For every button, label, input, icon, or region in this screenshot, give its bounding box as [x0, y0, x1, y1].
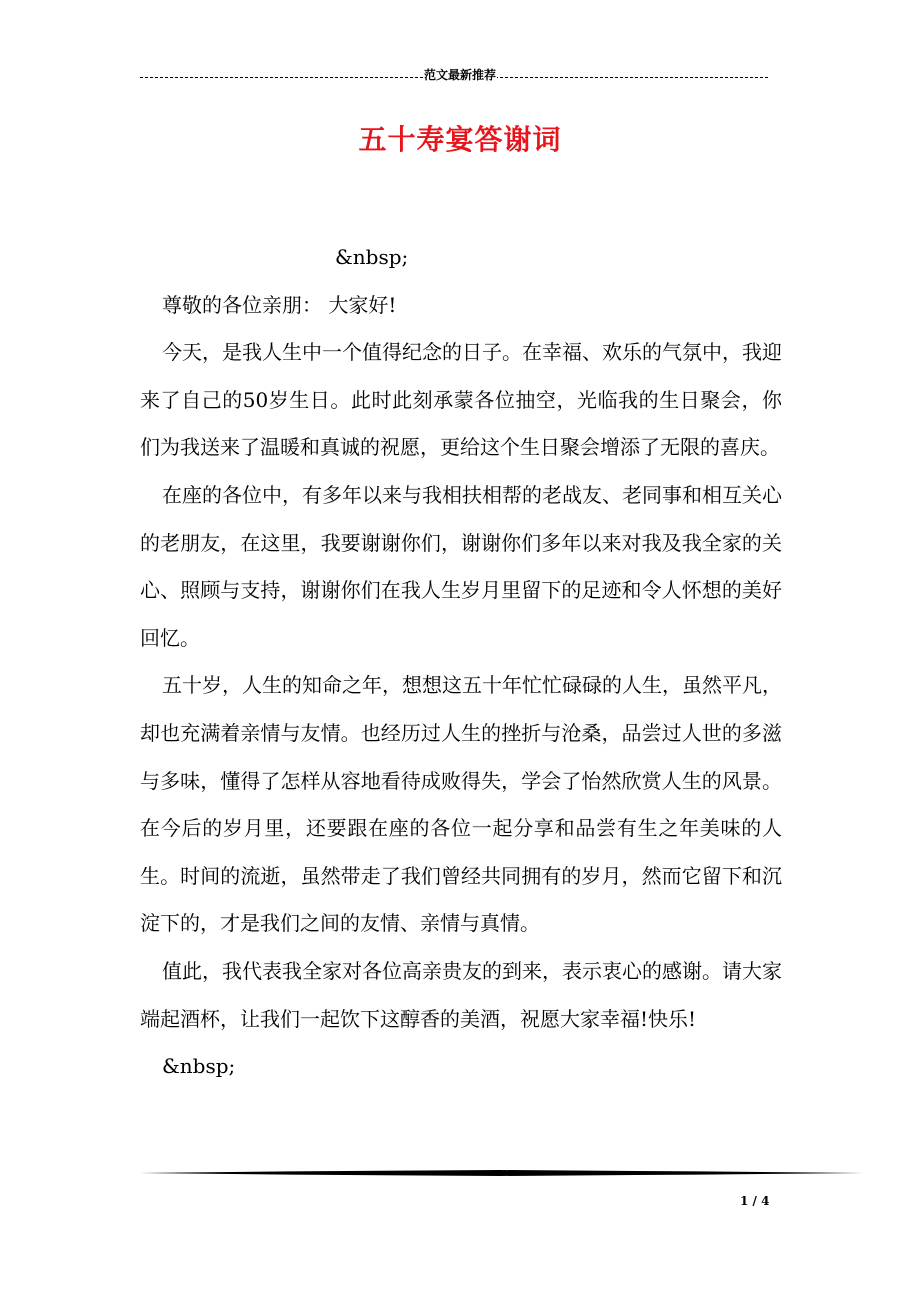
- document-body: [140, 234, 782, 1091]
- header-label: 范文最新推荐: [423, 68, 497, 82]
- page-number: 1 / 4: [740, 1194, 770, 1208]
- paragraph-nbsp-bottom: &nbsp;: [162, 1054, 236, 1079]
- footer-rule: [140, 1170, 863, 1176]
- paragraph-greeting: 尊敬的各位亲朋： 大家好!: [162, 292, 397, 317]
- paragraph-3: 五十岁，人生的知命之年，想想这五十年忙忙碌碌的人生，虽然平凡，却也充满着亲情与友情。也经历过人生的挫折与沧桑，品尝过人世的多滋与多味，懂得了怎样从容地看待成败得失，学会了怡然欣赏人生的风景。在今后的岁月里，还要跟在座的各位一起分享和品尝有生之年美味的人生。时间的流逝，虽然带走了我们曾经共同拥有的岁月，然而它留下和沉淀下的，才是我们之间的友情、亲情与真情。: [140, 673, 782, 936]
- paragraph-4: 值此，我代表我全家对各位高亲贵友的到来，表示衷心的感谢。请大家端起酒杯，让我们一起饮下这醇香的美酒，祝愿大家幸福!快乐!: [140, 958, 782, 1031]
- paragraph-2: 在座的各位中，有多年以来与我相扶相帮的老战友、老同事和相互关心的老朋友，在这里，我要谢谢你们，谢谢你们多年以来对我及我全家的关心、照顾与支持，谢谢你们在我人生岁月里留下的足迹和令人怀想的美好回忆。: [140, 482, 782, 650]
- paragraph-1: 今天，是我人生中一个值得纪念的日子。在幸福、欢乐的气氛中，我迎来了自己的50岁生日。此时此刻承蒙各位抽空，光临我的生日聚会，你们为我送来了温暖和真诚的祝愿，更给这个生日聚会增添了无限的喜庆。: [140, 340, 782, 460]
- document-title: 五十寿宴答谢词: [358, 123, 562, 156]
- paragraph-nbsp-top: &nbsp;: [335, 245, 409, 269]
